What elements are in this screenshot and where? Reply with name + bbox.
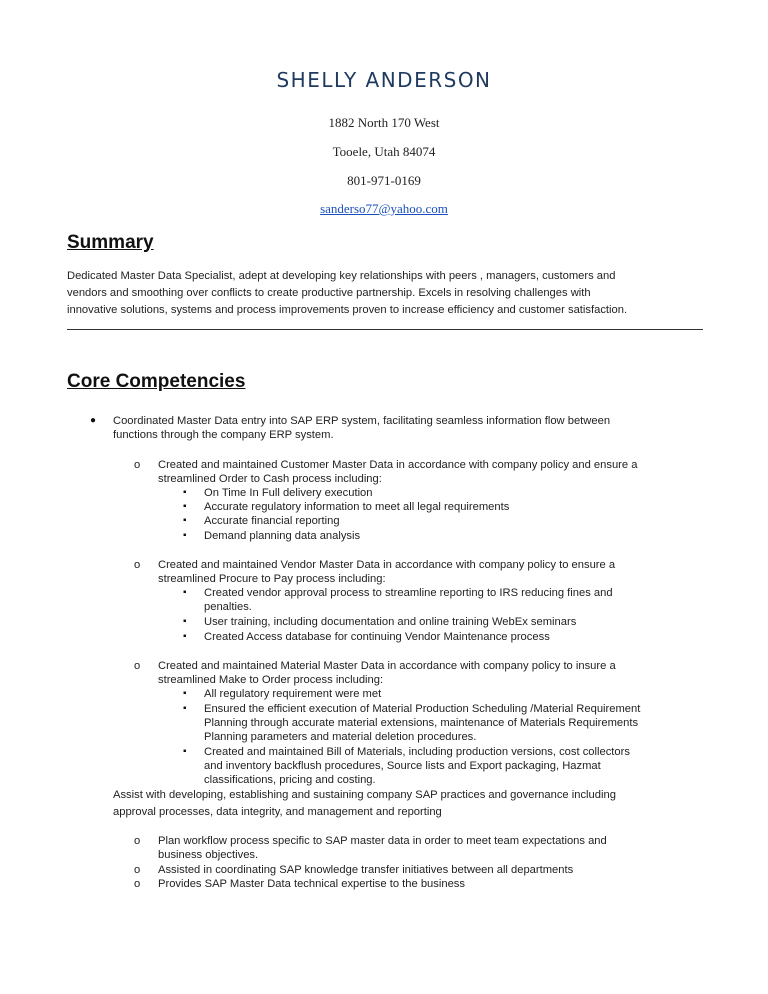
bullet-square-icon: ▪: [183, 631, 187, 642]
list-item: Created and maintained Customer Master Data in accordance with company policy and ensure a: [158, 459, 638, 471]
list-item-cont: streamlined Procure to Pay process including:: [158, 573, 386, 585]
address-line-1: 1882 North 170 West: [328, 115, 440, 130]
list-item-cont: Planning parameters and material deletion procedures.: [204, 731, 477, 743]
bullet-square-icon: ▪: [183, 587, 187, 598]
bullet-circle-icon: o: [134, 864, 141, 876]
bullet-disc-icon: ●: [90, 415, 97, 426]
section-divider: [67, 329, 703, 330]
summary-line: innovative solutions, systems and process improvements proven to increase efficiency and customer satisfaction.: [67, 304, 628, 316]
list-item: Created vendor approval process to streamline reporting to IRS reducing fines and: [204, 587, 613, 599]
assist-line: Assist with developing, establishing and sustaining company SAP practices and governance including: [113, 789, 616, 801]
summary-paragraph: [67, 268, 707, 319]
bullet-circle-icon: o: [134, 559, 141, 571]
assist-line: approval processes, data integrity, and management and reporting: [113, 806, 442, 818]
list-item-cont: classifications, pricing and costing.: [204, 774, 376, 786]
list-item: Accurate financial reporting: [204, 515, 340, 527]
bullet-square-icon: ▪: [183, 616, 187, 627]
bullet-circle-icon: o: [134, 660, 141, 672]
list-item-cont: penalties.: [204, 601, 252, 613]
bullet-square-icon: ▪: [183, 746, 187, 757]
list-item: Created and maintained Bill of Materials, including production versions, cost collectors: [204, 746, 630, 758]
list-item: Created Access database for continuing Vendor Maintenance process: [204, 631, 550, 643]
list-item: Assisted in coordinating SAP knowledge transfer initiatives between all departments: [158, 864, 574, 876]
summary-heading: Summary: [67, 232, 154, 253]
core-competencies-heading: Core Competencies: [67, 371, 246, 392]
list-item: User training, including documentation and online training WebEx seminars: [204, 616, 577, 628]
email-link[interactable]: sanderso77@yahoo.com: [320, 201, 448, 216]
bullet-circle-icon: o: [134, 878, 141, 890]
list-item: On Time In Full delivery execution: [204, 487, 373, 499]
bullet-square-icon: ▪: [183, 688, 187, 699]
address-line-2: Tooele, Utah 84074: [332, 144, 436, 159]
bullet-circle-icon: o: [134, 835, 141, 847]
list-item-cont: functions through the company ERP system.: [113, 429, 334, 441]
bullet-square-icon: ▪: [183, 515, 187, 526]
bullet-circle-icon: o: [134, 459, 141, 471]
list-item: Demand planning data analysis: [204, 530, 361, 542]
list-item: Coordinated Master Data entry into SAP ERP system, facilitating seamless information flow between: [113, 415, 611, 427]
list-item-cont: and inventory backflush procedures, Source lists and Export packaging, Hazmat: [204, 760, 601, 772]
list-item: Created and maintained Vendor Master Data in accordance with company policy to ensure a: [158, 559, 616, 571]
list-item: Ensured the efficient execution of Material Production Scheduling /Material Requirement: [204, 703, 641, 715]
list-item-cont: Planning through accurate material extensions, maintenance of Materials Requirements: [204, 717, 639, 729]
summary-line: Dedicated Master Data Specialist, adept at developing key relationships with peers , managers, customers and: [67, 270, 616, 282]
summary-line: vendors and smoothing over conflicts to create productive partnership. Excels in resolving challenges with: [67, 287, 591, 299]
resume-name: SHELLY ANDERSON: [276, 68, 492, 92]
list-item-cont: business objectives.: [158, 849, 259, 861]
list-item: Plan workflow process specific to SAP master data in order to meet team expectations and: [158, 835, 607, 847]
bullet-square-icon: ▪: [183, 501, 187, 512]
phone-number: 801-971-0169: [347, 173, 421, 188]
bullet-square-icon: ▪: [183, 487, 187, 498]
email-row: [0, 201, 768, 217]
list-item: Accurate regulatory information to meet all legal requirements: [204, 501, 510, 513]
list-item: Created and maintained Material Master Data in accordance with company policy to insure a: [158, 660, 616, 672]
bullet-square-icon: ▪: [183, 530, 187, 541]
list-item: Provides SAP Master Data technical expertise to the business: [158, 878, 465, 890]
list-item: All regulatory requirement were met: [204, 688, 382, 700]
bullet-square-icon: ▪: [183, 703, 187, 714]
list-item-cont: streamlined Make to Order process including:: [158, 674, 384, 686]
list-item-cont: streamlined Order to Cash process including:: [158, 473, 382, 485]
